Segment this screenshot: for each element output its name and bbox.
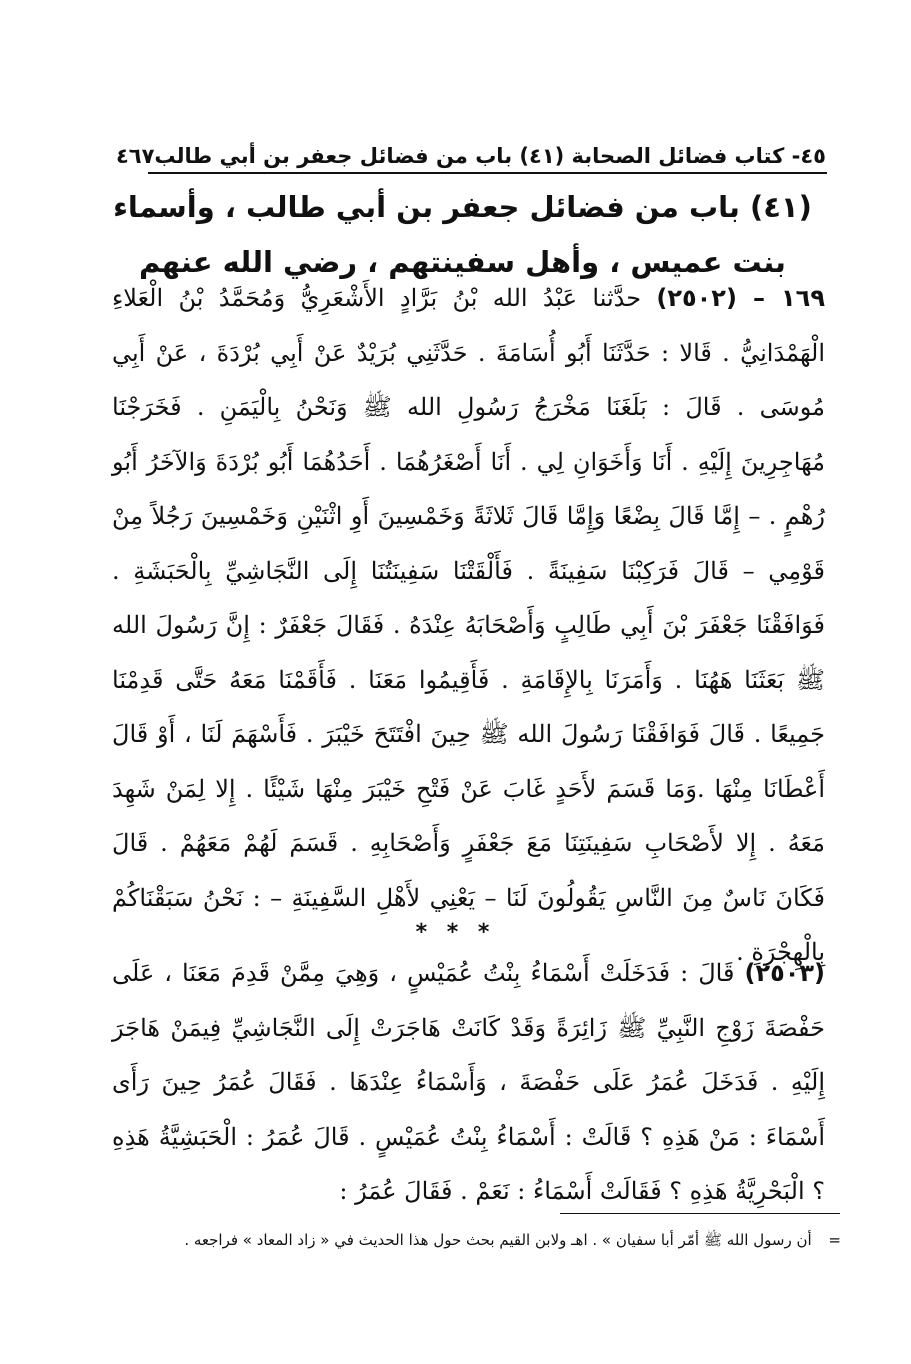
hadith-2502 [112,271,825,980]
hadith-text: قَالَ : فَدَخَلَتْ أَسْمَاءُ بِنْتُ عُمَيْسٍ ، وَهِيَ مِمَّنْ قَدِمَ مَعَنَا ، عَلَى حَفْصَةَ زَوْجِ النَّبِيِّ ﷺ زَائِرَةً وَقَدْ كَانَتْ هَاجَرَتْ إِلَى النَّجَاشِيِّ فِيمَنْ هَاجَرَ إِلَيْهِ . فَدَخَلَ عُمَرُ عَلَى حَفْصَةَ ، وَأَسْمَاءُ عِنْدَهَا . فَقَالَ عُمَرُ حِينَ رَأَى أَسْمَاءَ : مَنْ هَذِهِ ؟ قَالَتْ : أَسْمَاءُ بِنْتُ عُمَيْسٍ . قَالَ عُمَرُ : الْحَبَشِيَّةُ هَذِهِ ؟ الْبَحْرِيَّةُ هَذِهِ ؟ فَقَالَتْ أَسْمَاءُ : نَعَمْ . فَقَالَ عُمَرُ : [112,959,826,1205]
section-separator: * * * [415,920,496,945]
hadith-number: ١٦٩ – (٢٥٠٢) [656,284,825,312]
footnote [112,1224,841,1257]
page-number: ٤٦٧ [115,144,155,168]
hadith-2503 [112,946,825,1219]
footnote-continuation-marker: = [828,1231,841,1249]
running-header-title: ٤٥- كتاب فضائل الصحابة (٤١) باب من فضائل جعفر بن أبي طالب [154,144,826,168]
footnote-divider [560,1213,840,1214]
chapter-title: (٤١) باب من فضائل جعفر بن أبي طالب ، وأسماء بنت عميس ، وأهل سفينتهم ، رضي الله عنهم [113,190,812,279]
hadith-text: حدَّثنا عَبْدُ الله بْنُ بَرَّادٍ الأَشْعَرِيُّ وَمُحَمَّدُ بْنُ الْعَلاءِ الْهَمْدَانِيُّ . قَالا : حَدَّثَنَا أَبُو أُسَامَةَ . حَدَّثَنِي بُرَيْدٌ عَنْ أَبِي بُرْدَةَ ، عَنْ أَبِي مُوسَى . قَالَ : بَلَغَنَا مَخْرَجُ رَسُولِ الله ﷺ وَنَحْنُ بِالْيَمَنِ . فَخَرَجْنَا مُهَاجِرِينَ إِلَيْهِ . أَنَا وَأَخَوَانِ لِي . أَنَا أَصْغَرُهُمَا . أَحَدُهُمَا أَبُو بُرْدَةَ وَالآخَرُ أَبُو رُهْمٍ . – إِمَّا قَالَ بِضْعًا وَإِمَّا قَالَ ثَلاثَةً وَخَمْسِينَ أَوِ اثْنَيْنِ وَخَمْسِينَ رَجُلاً مِنْ قَوْمِي – قَالَ فَرَكِبْنَا سَفِينَةً . فَأَلْقَتْنَا سَفِينَتُنَا إِلَى النَّجَاشِيِّ بِالْحَبَشَةِ . فَوَافَقْنَا جَعْفَرَ بْنَ أَبِي طَالِبٍ وَأَصْحَابَهُ عِنْدَهُ . فَقَالَ جَعْفَرٌ : إِنَّ رَسُولَ الله ﷺ بَعَثَنَا هَهُنَا . وَأَمَرَنَا بِالإِقَامَةِ . فَأَقِيمُوا مَعَنَا . فَأَقَمْنَا مَعَهُ حَتَّى قَدِمْنَا جَمِيعًا . قَالَ فَوَافَقْنَا رَسُولَ الله ﷺ حِينَ افْتَتَحَ خَيْبَرَ . فَأَسْهَمَ لَنَا ، أَوْ قَالَ أَعْطَانَا مِنْهَا .وَمَا قَسَمَ لأَحَدٍ غَابَ عَنْ فَتْحِ خَيْبَرَ مِنْهَا شَيْئًا . إِلا لِمَنْ شَهِدَ مَعَهُ . إِلا لأَصْحَابِ سَفِينَتِنَا مَعَ جَعْفَرٍ وَأَصْحَابِهِ . قَسَمَ لَهُمْ مَعَهُمْ . قَالَ فَكَانَ نَاسٌ مِنَ النَّاسِ يَقُولُونَ لَنَا – يَعْنِي لأَهْلِ السَّفِينَةِ – : نَحْنُ سَبَقْنَاكُمْ بِالْهِجْرَةِ . [112,284,825,966]
running-header [115,126,826,168]
hadith-number: (٢٥٠٣) [744,959,825,987]
footnote-text: أن رسول الله ﷺ أمّر أبا سفيان » . اهـ ولابن القيم بحث حول هذا الحديث في « زاد المعاد » فراجعه . [184,1231,812,1249]
header-divider [148,172,827,174]
